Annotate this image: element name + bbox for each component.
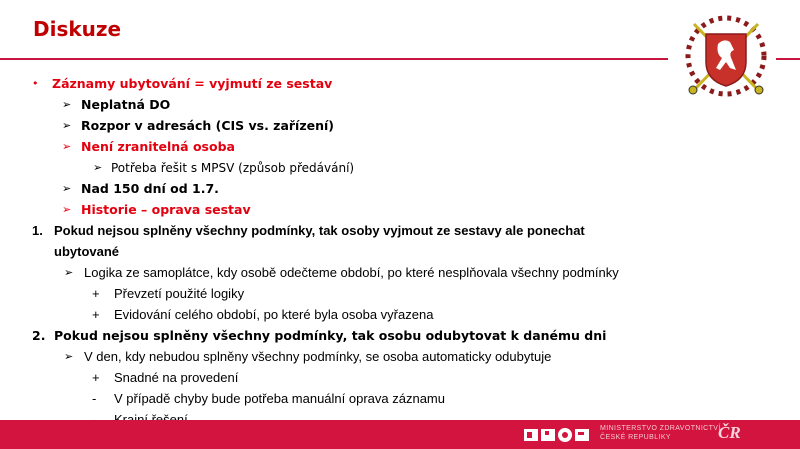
- ministry-name-line1: MINISTERSTVO ZDRAVOTNICTVÍ: [600, 425, 721, 432]
- arrow-marker: ➢: [62, 182, 72, 195]
- arrow-marker: ➢: [93, 161, 103, 174]
- option-2-detail: V den, kdy nebudou splněny všechny podmínky, se osoba automaticky odubytuje: [84, 349, 552, 364]
- sub-sub-item: Potřeba řešit s MPSV (způsob předávání): [111, 161, 355, 175]
- czech-republic-logo: ČR: [718, 423, 741, 442]
- option-1-heading: Pokud nejsou splněny všechny podmínky, tak osoby vyjmout ze sestavy ale ponechat: [54, 223, 585, 238]
- option-1-point: Převzetí použité logiky: [114, 286, 245, 301]
- arrow-marker: ➢: [62, 98, 72, 111]
- option-2-point: V případě chyby bude potřeba manuální oprava záznamu: [114, 391, 445, 406]
- option-number: 1.: [32, 223, 43, 238]
- option-1-point: Evidování celého období, po které byla osoba vyřazena: [114, 307, 434, 322]
- sub-item: Rozpor v adresách (CIS vs. zařízení): [81, 118, 334, 133]
- option-1-heading-cont: ubytované: [54, 244, 120, 259]
- sub-item: Není zranitelná osoba: [81, 139, 235, 154]
- ministry-logo-icon: [523, 426, 590, 443]
- ministry-name: [600, 424, 721, 442]
- bullet-marker: •: [32, 77, 39, 90]
- coat-of-arms-icon: [680, 10, 772, 102]
- title-divider-left: [0, 58, 668, 60]
- ministry-name-line2: ČESKÉ REPUBLIKY: [600, 434, 671, 441]
- arrow-marker: ➢: [62, 119, 72, 132]
- top-bullet: Záznamy ubytování = vyjmutí ze sestav: [52, 76, 333, 91]
- sub-item: Nad 150 dní od 1.7.: [81, 181, 219, 196]
- option-number: 2.: [32, 328, 46, 343]
- sub-item: Historie – oprava sestav: [81, 202, 251, 217]
- sub-item: Neplatná DO: [81, 97, 171, 112]
- arrow-marker: ➢: [64, 266, 74, 279]
- title-divider-right: [776, 58, 800, 60]
- arrow-marker: ➢: [62, 140, 72, 153]
- arrow-marker: ➢: [62, 203, 72, 216]
- plus-marker: +: [92, 370, 100, 385]
- minus-marker: -: [92, 391, 97, 406]
- slide-title: Diskuze: [33, 17, 122, 41]
- option-1-detail: Logika ze samoplátce, kdy osobě odečteme období, po které nesplňovala všechny podmínky: [84, 265, 619, 280]
- arrow-marker: ➢: [64, 350, 74, 363]
- option-2-heading: Pokud nejsou splněny všechny podmínky, tak osobu odubytovat k danému dni: [54, 328, 607, 343]
- plus-marker: +: [92, 307, 100, 322]
- option-2-point: Snadné na provedení: [114, 370, 239, 385]
- plus-marker: +: [92, 286, 100, 301]
